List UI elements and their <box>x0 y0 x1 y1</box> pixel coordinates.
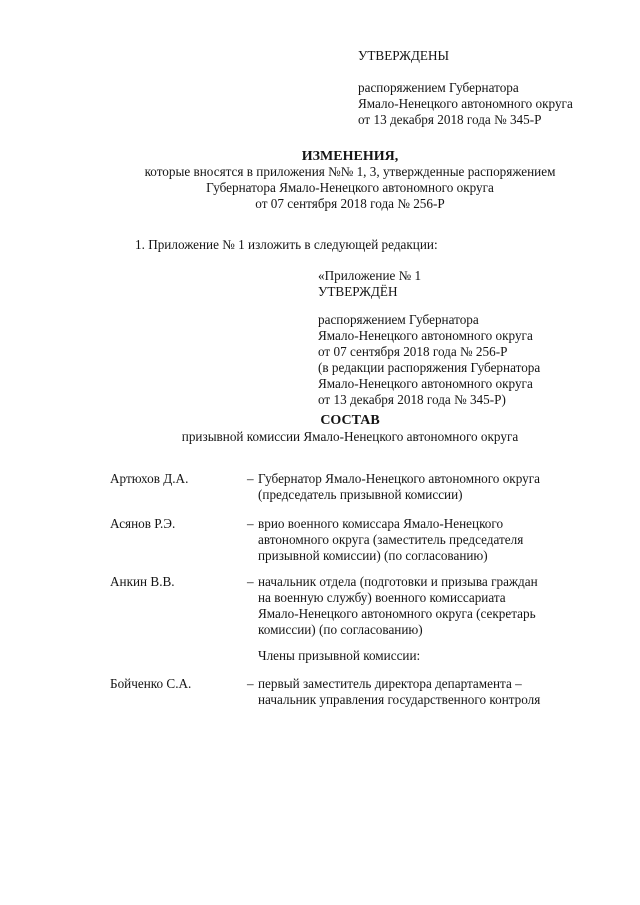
composition-subtitle: призывной комиссии Ямало-Ненецкого автономного округа <box>181 429 519 444</box>
approval-line: распоряжением Губернатора <box>358 80 519 95</box>
role-line: призывной комиссии) (по согласованию) <box>258 548 488 563</box>
member-role <box>258 676 540 708</box>
appendix-line: распоряжением Губернатора <box>318 312 479 327</box>
title-lines <box>0 164 640 212</box>
appendix-heading: УТВЕРЖДЁН <box>318 284 398 299</box>
title-line: от 07 сентября 2018 года № 256-Р <box>255 196 445 211</box>
role-line: Ямало-Ненецкого автономного округа (секретарь <box>258 606 536 621</box>
member-role <box>258 516 523 564</box>
role-line: на военную службу) военного комиссариата <box>258 590 506 605</box>
approval-line: Ямало-Ненецкого автономного округа <box>358 96 573 111</box>
appendix-line: от 07 сентября 2018 года № 256-Р <box>318 344 508 359</box>
appendix-lines <box>318 312 540 408</box>
approval-heading: УТВЕРЖДЕНЫ <box>358 48 450 63</box>
member-role <box>258 574 538 638</box>
appendix-header <box>318 268 421 300</box>
members-heading: Члены призывной комиссии: <box>258 648 421 663</box>
member-dash: – <box>247 574 254 589</box>
item-1: 1. Приложение № 1 изложить в следующей редакции: <box>135 237 438 252</box>
appendix-line: от 13 декабря 2018 года № 345-Р) <box>318 392 506 407</box>
appendix-line: (в редакции распоряжения Губернатора <box>318 360 541 375</box>
role-line: автономного округа (заместитель председателя <box>258 532 524 547</box>
title-line: Губернатора Ямало-Ненецкого автономного округа <box>206 180 494 195</box>
role-line: комиссии) (по согласованию) <box>258 622 423 637</box>
member-name: Анкин В.В. <box>110 574 175 589</box>
member-dash: – <box>247 516 254 531</box>
role-line: первый заместитель директора департамента – <box>258 676 522 691</box>
role-line: начальник отдела (подготовки и призыва граждан <box>258 574 538 589</box>
role-line: (председатель призывной комиссии) <box>258 487 463 502</box>
member-name: Бойченко С.А. <box>110 676 192 691</box>
role-line: врио военного комиссара Ямало-Ненецкого <box>258 516 504 531</box>
title-line: которые вносятся в приложения №№ 1, 3, утвержденные распоряжением <box>144 164 556 179</box>
member-role <box>258 471 540 503</box>
appendix-label: «Приложение № 1 <box>318 268 422 283</box>
approval-line: от 13 декабря 2018 года № 345-Р <box>358 112 542 127</box>
role-line: Губернатор Ямало-Ненецкого автономного округа <box>258 471 540 486</box>
role-line: начальник управления государственного контроля <box>258 692 541 707</box>
composition-heading: СОСТАВ <box>320 413 380 428</box>
member-name: Асянов Р.Э. <box>110 516 176 531</box>
member-dash: – <box>247 471 254 486</box>
member-dash: – <box>247 676 254 691</box>
member-name: Артюхов Д.А. <box>110 471 189 486</box>
document-title: ИЗМЕНЕНИЯ, <box>301 149 399 164</box>
appendix-line: Ямало-Ненецкого автономного округа <box>318 376 533 391</box>
approval-lines <box>358 80 573 128</box>
appendix-line: Ямало-Ненецкого автономного округа <box>318 328 533 343</box>
